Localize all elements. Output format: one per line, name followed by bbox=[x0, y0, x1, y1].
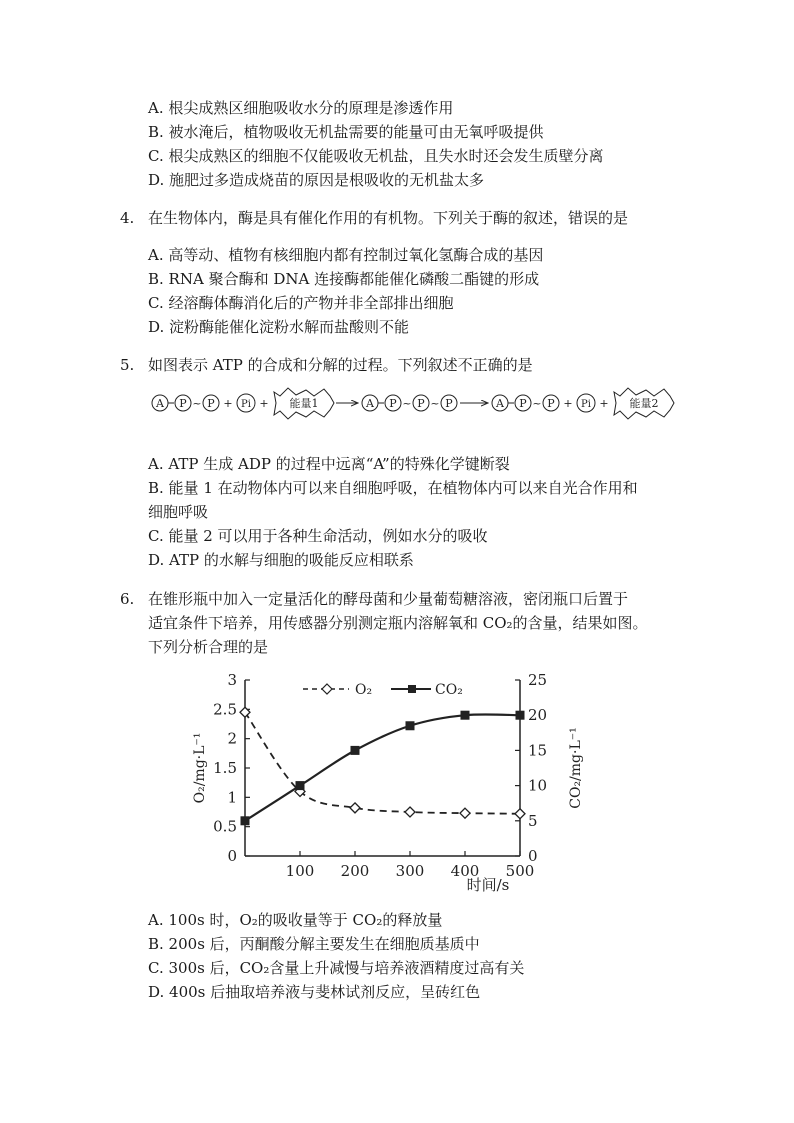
energy2-label: 能量2 bbox=[629, 397, 659, 410]
x-tick-label: 100 bbox=[285, 862, 315, 880]
o2-data-point bbox=[460, 808, 470, 818]
q4-option-b: B. RNA 聚合酶和 DNA 连接酶都能催化磷酸二酯键的形成 bbox=[148, 270, 540, 288]
q3-option-d: D. 施肥过多造成烧苗的原因是根吸收的无机盐太多 bbox=[148, 171, 485, 189]
right-tick-label: 10 bbox=[528, 776, 548, 795]
q6-option-b: B. 200s 后，丙酮酸分解主要发生在细胞质基质中 bbox=[148, 935, 480, 953]
adenosine-label: A bbox=[156, 397, 164, 410]
phosphate-label: P bbox=[179, 397, 187, 410]
svg-text:~: ~ bbox=[532, 397, 542, 410]
adenosine-label: A bbox=[496, 397, 504, 410]
q3-option-b: B. 被水淹后，植物吸收无机盐需要的能量可由无氧呼吸提供 bbox=[148, 123, 544, 141]
pi-label: Pi bbox=[241, 399, 251, 410]
q4-number: 4. bbox=[120, 209, 135, 227]
phosphate-label: P bbox=[547, 397, 555, 410]
co2-data-point bbox=[461, 711, 470, 720]
plus-sign: + bbox=[223, 397, 233, 410]
svg-text:~: ~ bbox=[430, 397, 440, 410]
right-tick-label: 5 bbox=[528, 811, 538, 830]
svg-text:~: ~ bbox=[402, 397, 412, 410]
energy1-label: 能量1 bbox=[289, 397, 319, 410]
phosphate-label: P bbox=[445, 397, 453, 410]
pi-label: Pi bbox=[581, 399, 591, 410]
o2-series-line bbox=[245, 712, 520, 813]
co2-legend-label: CO₂ bbox=[435, 682, 463, 698]
phosphate-label: P bbox=[207, 397, 215, 410]
q6-stem-line-2: 适宜条件下培养，用传感器分别测定瓶内溶解氧和 CO₂的含量，结果如图。 bbox=[148, 614, 648, 632]
co2-series-line bbox=[245, 714, 520, 820]
o2-co2-chart bbox=[185, 668, 605, 898]
q6-option-a: A. 100s 时，O₂的吸收量等于 CO₂的释放量 bbox=[148, 911, 443, 929]
x-tick-label: 200 bbox=[340, 862, 370, 880]
left-tick-label: 0 bbox=[227, 847, 237, 865]
q5-option-a: A. ATP 生成 ADP 的过程中远离“A”的特殊化学键断裂 bbox=[148, 455, 510, 473]
x-tick-label: 400 bbox=[450, 862, 480, 880]
left-tick-label: 2 bbox=[227, 729, 237, 748]
o2-data-point bbox=[350, 803, 360, 813]
left-y-axis-label: O₂/mg·L⁻¹ bbox=[192, 732, 208, 804]
q4-option-d: D. 淀粉酶能催化淀粉水解而盐酸则不能 bbox=[148, 318, 410, 336]
x-tick-label: 300 bbox=[395, 862, 425, 880]
left-tick-label: 3 bbox=[227, 671, 237, 689]
right-tick-label: 20 bbox=[528, 706, 548, 725]
o2-legend-label: O₂ bbox=[355, 682, 373, 698]
co2-data-point bbox=[406, 721, 415, 730]
left-tick-label: 2.5 bbox=[213, 700, 237, 719]
q6-stem-line-1: 在锥形瓶中加入一定量活化的酵母菌和少量葡萄糖溶液，密闭瓶口后置于 bbox=[148, 590, 629, 608]
q6-option-c: C. 300s 后，CO₂含量上升减慢与培养液酒精度过高有关 bbox=[148, 959, 525, 977]
q6-option-d: D. 400s 后抽取培养液与斐林试剂反应，呈砖红色 bbox=[148, 983, 481, 1001]
co2-data-point bbox=[241, 816, 250, 825]
right-tick-label: 25 bbox=[528, 671, 548, 689]
q4-option-c: C. 经溶酶体酶消化后的产物并非全部排出细胞 bbox=[148, 294, 454, 312]
q5-option-b-cont: 细胞呼吸 bbox=[148, 503, 209, 521]
plus-sign: + bbox=[259, 397, 269, 410]
left-tick-label: 0.5 bbox=[213, 817, 237, 836]
plus-sign: + bbox=[563, 397, 573, 410]
x-tick-label: 500 bbox=[505, 862, 535, 880]
right-tick-label: 15 bbox=[528, 741, 548, 760]
svg-text:~: ~ bbox=[192, 397, 202, 410]
chart-legend bbox=[303, 682, 463, 698]
phosphate-label: P bbox=[519, 397, 527, 410]
phosphate-label: P bbox=[417, 397, 425, 410]
left-tick-label: 1 bbox=[227, 788, 237, 807]
q5-stem: 如图表示 ATP 的合成和分解的过程。下列叙述不正确的是 bbox=[148, 356, 533, 374]
phosphate-label: P bbox=[389, 397, 397, 410]
q3-option-a: A. 根尖成熟区细胞吸收水分的原理是渗透作用 bbox=[148, 99, 454, 117]
o2-data-point bbox=[405, 807, 415, 817]
o2-data-point bbox=[515, 809, 525, 819]
right-y-axis-label: CO₂/mg·L⁻¹ bbox=[568, 727, 584, 809]
q6-stem-line-3: 下列分析合理的是 bbox=[148, 638, 269, 656]
left-tick-label: 1.5 bbox=[213, 759, 237, 777]
co2-data-point bbox=[296, 781, 305, 790]
plus-sign: + bbox=[599, 397, 609, 410]
right-tick-label: 0 bbox=[528, 847, 538, 865]
q5-option-c: C. 能量 2 可以用于各种生命活动，例如水分的吸收 bbox=[148, 527, 488, 545]
co2-data-point bbox=[351, 746, 360, 755]
atp-diagram bbox=[146, 384, 686, 424]
q4-option-a: A. 高等动、植物有核细胞内都有控制过氧化氢酶合成的基因 bbox=[148, 246, 544, 264]
q5-option-b: B. 能量 1 在动物体内可以来自细胞呼吸，在植物体内可以来自光合作用和 bbox=[148, 479, 638, 497]
adenosine-label: A bbox=[366, 397, 374, 410]
q4-stem: 在生物体内，酶是具有催化作用的有机物。下列关于酶的叙述，错误的是 bbox=[148, 209, 629, 227]
q5-option-d: D. ATP 的水解与细胞的吸能反应相联系 bbox=[148, 551, 414, 569]
x-axis-label: 时间/s bbox=[466, 876, 510, 894]
co2-data-point bbox=[516, 711, 525, 720]
o2-legend-marker bbox=[322, 684, 332, 694]
q3-option-c: C. 根尖成熟区的细胞不仅能吸收无机盐，且失水时还会发生质壁分离 bbox=[148, 147, 604, 165]
q6-number: 6. bbox=[120, 590, 135, 608]
q5-number: 5. bbox=[120, 356, 135, 374]
co2-legend-marker bbox=[408, 685, 416, 693]
